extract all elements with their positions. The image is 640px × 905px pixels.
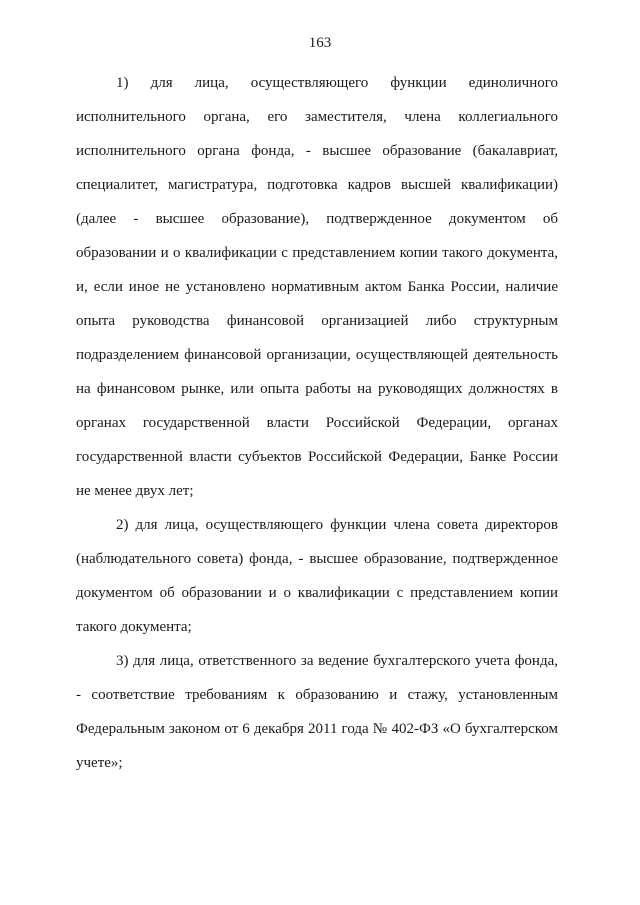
- paragraph-item-1: 1) для лица, осуществляющего функции единоличного исполнительного органа, его заместителя, члена коллегиального исполнительного органа фонда, - высшее образование (бакалавриат, специалитет, магистратура, подготовка кадров высшей квалификации) (далее - высшее образование), подтвержденное документом об образовании и о квалификации с представлением копии такого документа, и, если иное не установлено нормативным актом Банка России, наличие опыта руководства финансовой организацией либо структурным подразделением финансовой организации, осуществляющей деятельность на финансовом рынке, или опыта работы на руководящих должностях в органах государственной власти Российской Федерации, органах государственной власти субъектов Российской Федерации, Банке России не менее двух лет;: [76, 75, 558, 499]
- paragraph-item-2: 2) для лица, осуществляющего функции члена совета директоров (наблюдательного совета) фонда, - высшее образование, подтвержденное документом об образовании и о квалификации с представлением копии такого документа;: [76, 517, 558, 635]
- paragraph-item-3: 3) для лица, ответственного за ведение бухгалтерского учета фонда, - соответствие требованиям к образованию и стажу, установленным Федеральным законом от 6 декабря 2011 года № 402-ФЗ «О бухгалтерском учете»;: [76, 653, 558, 771]
- document-body: [76, 66, 558, 780]
- page-number: 163: [308, 35, 332, 51]
